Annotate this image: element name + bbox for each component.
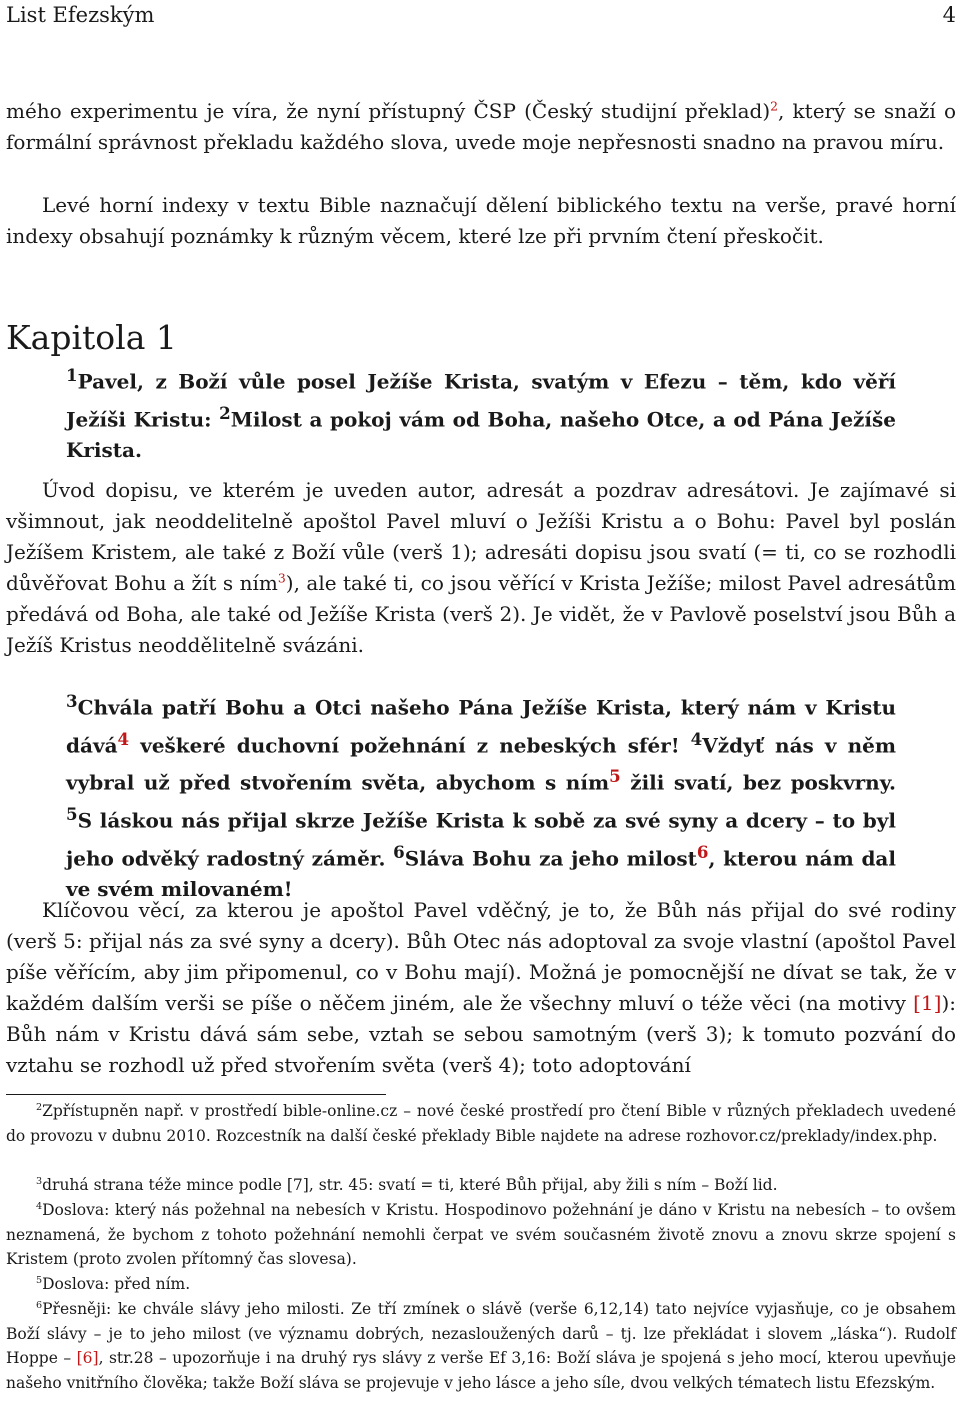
citation-link-1[interactable]: [1]	[913, 991, 942, 1015]
verse-6-text: Sláva Bohu za jeho milost	[404, 846, 697, 871]
commentary-paragraph-1	[6, 475, 956, 661]
verse-number-3: 3	[66, 691, 78, 711]
intro-text-cont: , který se snaží o formální správnost překladu každého slova, uvede moje nepřesnosti snadno na pravou míru.	[6, 99, 957, 154]
footnote-separator	[6, 1094, 386, 1095]
footnote-number: 4	[36, 1200, 43, 1212]
verse-number-2: 2	[219, 402, 231, 423]
footnote-text: druhá strana téže mince podle [7], str. 45: svatí = ti, které Bůh přijal, aby žili s ním – Boží lid.	[42, 1176, 778, 1194]
verse-3-text-cont: veškeré duchovní požehnání z nebeských sfér!	[129, 733, 691, 758]
verse-number-5: 5	[66, 803, 78, 824]
intro-text: mého experimentu je víra, že nyní přístupný ČSP (Český studijní překlad)	[6, 99, 771, 123]
verse-5-text: S láskou nás přijal skrze Ježíše Krista k sobě za své syny a dcery – to byl jeho odvěký radostný záměr.	[66, 808, 896, 871]
commentary-text: Klíčovou věcí, za kterou je apoštol Pavel vděčný, je to, že Bůh nás přijal do své rodiny (verš 5: přijal nás za své syny a dcery). Bůh Otec nás adoptoval za svoje vlastní (apoštol Pavel píše věřícím, aby jim připomenul, co v Bohu mají). Možná je pomocnější ne dívat se tak, že v každém dalším verši se píše o něčem jiném, ale že všechny mluví o téže věci (na motivy	[6, 898, 956, 1015]
footnote-text: Doslova: který nás požehnal na nebesích v Kristu. Hospodinovo požehnání je dáno v Kristu na nebesích – to ovšem neznamená, že bychom z tohoto požehnání nemohli čerpat ve svém současném životě znovu a znovu skrze spojení s Kristem (proto zvolen přítomný čas slovesa).	[6, 1201, 956, 1269]
footnote-ref-3[interactable]: 3	[277, 570, 286, 586]
running-header	[6, 3, 956, 27]
footnote-5	[6, 1272, 956, 1297]
footnote-4	[6, 1198, 956, 1272]
commentary-text-cont: ), ale také ti, co jsou věřící v Krista Ježíše; milost Pavel adresátům předává od Boha, ale také od Ježíše Krista (verš 2). Je vidět, že v Pavlově poselství jsou Bůh a Ježíš Kristus neoddělitelně svázáni.	[6, 571, 957, 657]
commentary-text: Úvod dopisu, ve kterém je uveden autor, adresát a pozdrav adresátovi. Je zajímavé si všimnout, jak neoddelitelně apoštol Pavel mluví o Ježíši Kristu a o Bohu: Pavel byl poslán Ježíšem Kristem, ale také z Boží vůle (verš 1); adresáti dopisu jsou svatí (= ti, co se rozhodli důvěřovat Bohu a žít s ním	[6, 478, 956, 595]
footnote-text: Doslova: před ním.	[42, 1275, 191, 1293]
chapter-heading: Kapitola 1	[6, 318, 177, 358]
header-title: List Efezským	[6, 3, 155, 27]
footnote-number: 5	[36, 1274, 43, 1286]
footnote-number: 6	[36, 1299, 43, 1311]
page-number: 4	[942, 3, 956, 27]
footnote-text: Přesněji: ke chvále slávy jeho milosti. Ze tří zmínek o slávě (verše 6,12,14) tato nejvíce vyjasňuje, co je obsahem Boží slávy – je to jeho milost (ve významu dobrých, nezasloužených darů – tj. lze překládat i slovem „láska“). Rudolf Hoppe –	[6, 1300, 956, 1368]
commentary-paragraph-2	[6, 895, 956, 1081]
commentary-text-cont: ): Bůh nám v Kristu dává sám sebe, vztah se sebou samotným (verš 3); k tomuto pozvání do vztahu se rozhodl už před stvořením světa (verš 4); toto adoptování	[6, 991, 956, 1077]
verses-3-6	[66, 686, 896, 905]
intro-paragraph-1	[6, 96, 956, 158]
footnote-text: Zpřístupněn např. v prostředí bible-online.cz – nové české prostředí pro čtení Bible v různých překladech uvedené do provozu v dubnu 2010. Rozcestník na další české překlady Bible najdete na adrese rozhovor.cz/preklady/index.php.	[6, 1102, 956, 1145]
footnote-2	[6, 1099, 956, 1148]
footnote-ref-6[interactable]: 6	[696, 841, 709, 862]
footnote-text-cont: , str.28 – upozorňuje i na druhý rys slávy z verše Ef 3,16: Boží sláva je spojená s jeho mocí, kterou upevňuje našeho vnitřního člověka; takže Boží sláva se projevuje v jeho lásce a jeho síle, dvou velkých tématech listu Efezským.	[6, 1349, 956, 1392]
verse-4-text: Vždyť nás v něm vybral už před stvořením světa, abychom s ním	[66, 733, 896, 795]
verse-number-1: 1	[66, 365, 78, 385]
footnote-ref-4[interactable]: 4	[117, 728, 130, 749]
footnote-number: 2	[36, 1101, 43, 1113]
footnote-ref-2[interactable]: 2	[770, 98, 779, 114]
verses-1-2	[66, 360, 896, 466]
verse-2-text: Milost a pokoj vám od Boha, našeho Otce, a od Pána Ježíše Krista.	[66, 407, 897, 463]
verse-number-6: 6	[393, 841, 405, 862]
footnote-6	[6, 1297, 956, 1395]
verse-6-text-cont: , kterou nám dal ve svém milovaném!	[66, 846, 896, 902]
verse-4-text-cont: žili svatí, bez poskvrny.	[620, 770, 896, 795]
footnote-number: 3	[36, 1175, 43, 1187]
verse-1-text: Pavel, z Boží vůle posel Ježíše Krista, svatým v Efezu – těm, kdo věří Ježíši Kristu:	[66, 369, 896, 432]
citation-link-6[interactable]: [6]	[76, 1349, 99, 1368]
verse-3-text: Chvála patří Bohu a Otci našeho Pána Ježíše Krista, který nám v Kristu dává	[66, 695, 896, 758]
footnote-3	[6, 1173, 956, 1198]
intro-paragraph-2: Levé horní indexy v textu Bible naznačují dělení biblického textu na verše, pravé horní indexy obsahují poznámky k různým věcem, které lze při prvním čtení přeskočit.	[6, 193, 956, 248]
footnote-ref-5[interactable]: 5	[609, 766, 621, 787]
verse-number-4: 4	[690, 728, 703, 749]
